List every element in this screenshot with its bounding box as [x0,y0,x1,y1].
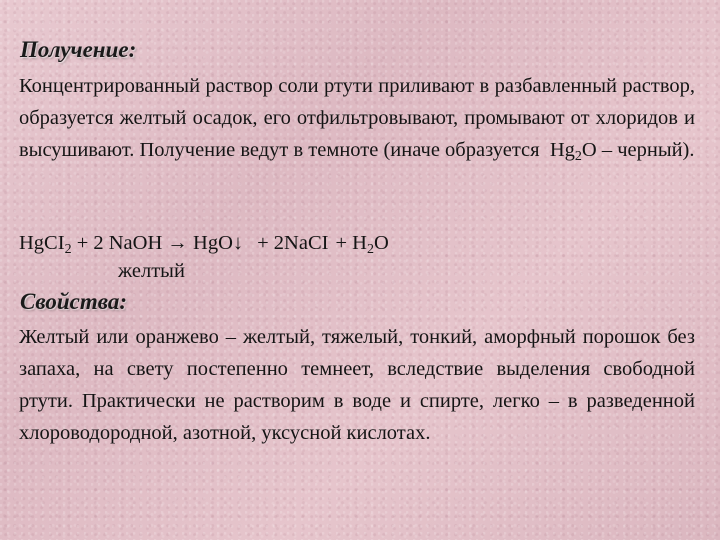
properties-paragraph: Желтый или оранжево – желтый, тяжелый, тонкий, аморфный порошок без запаха, на свету постепенно темнеет, вследствие выделения свободной ртути. Практически не растворим в воде и спирте, легко – в разведенной хлороводородной, азотной, уксусной кислотах. [19,326,695,444]
preparation-text: Концентрированный раствор соли ртути приливают в разбавленный раствор, образуется желтый осадок, его отфильтровывают, промывают от хлоридов и высушивают. Получение ведут в темноте (иначе образуется [19,75,695,161]
product-nacl: + 2NaCI [257,232,329,254]
section-heading-preparation: Получение: [20,37,137,62]
preparation-paragraph [19,70,695,166]
reaction-arrow: → [167,232,188,254]
reactant-naoh: + 2 NaOH [76,232,163,254]
hg2o-formula: $Hg_2O$ [549,139,597,164]
preparation-text-end: – черный). [601,139,695,161]
product-water: + $H_2O$ [335,232,389,257]
reactant-hgcl2: HgCI$_2$ [19,232,72,257]
product-hgo: HgO↓ [193,232,244,254]
reaction-equation [19,227,389,259]
section-heading-properties: Свойства: [20,289,127,314]
product-color-note: желтый [118,260,185,282]
